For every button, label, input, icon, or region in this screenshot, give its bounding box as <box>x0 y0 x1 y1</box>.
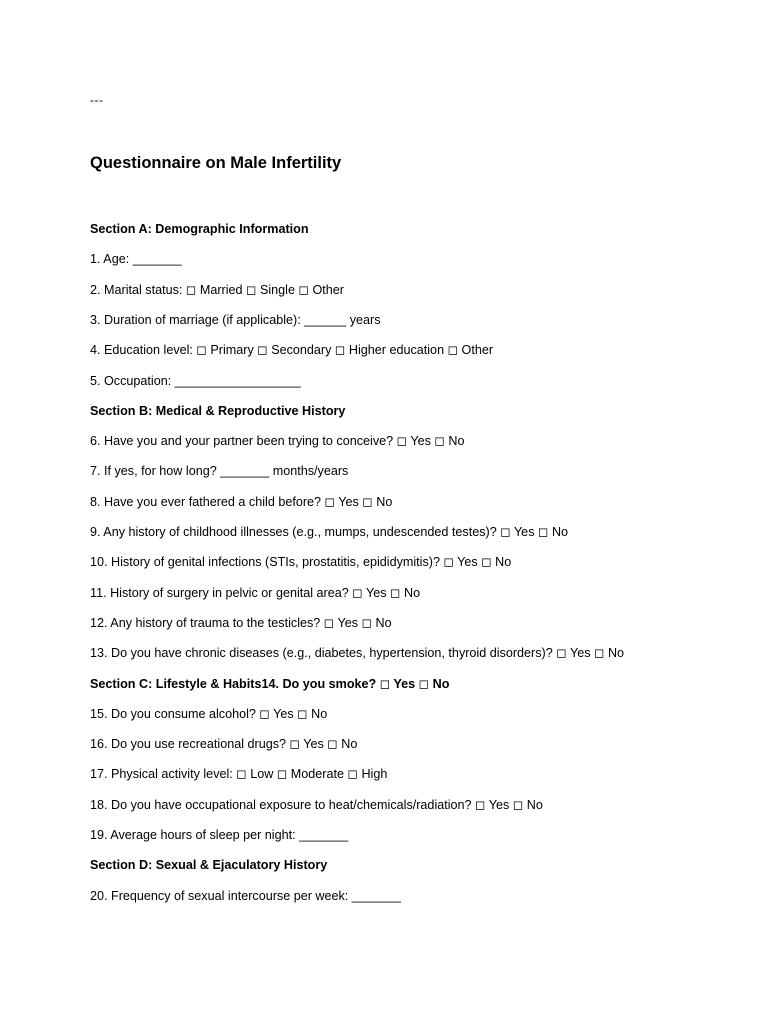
question-line: 10. History of genital infections (STIs, prostatitis, epididymitis)? ◻ Yes ◻ No <box>90 555 512 570</box>
separator: --- <box>90 93 104 107</box>
question-line: 2. Marital status: ◻ Married ◻ Single ◻ Other <box>90 282 344 297</box>
question-line: 9. Any history of childhood illnesses (e.g., mumps, undescended testes)? ◻ Yes ◻ No <box>90 525 569 539</box>
question-line: 8. Have you ever fathered a child before? ◻ Yes ◻ No <box>90 494 393 509</box>
document-title: Questionnaire on Male Infertility <box>90 154 342 172</box>
question-line: 17. Physical activity level: ◻ Low ◻ Moderate ◻ High <box>90 767 388 782</box>
question-line: 4. Education level: ◻ Primary ◻ Secondary ◻ Higher education ◻ Other <box>90 343 494 358</box>
question-line: 7. If yes, for how long? _______ months/years <box>90 464 349 479</box>
question-line: 16. Do you use recreational drugs? ◻ Yes ◻ No <box>90 737 358 752</box>
section-heading: Section B: Medical & Reproductive History <box>90 403 346 418</box>
question-line: 3. Duration of marriage (if applicable): ______ years <box>90 312 381 327</box>
question-line: 1. Age: _______ <box>90 252 182 267</box>
section-heading: Section D: Sexual & Ejaculatory History <box>90 858 328 873</box>
question-line: 20. Frequency of sexual intercourse per week: _______ <box>90 888 401 903</box>
question-line: 5. Occupation: __________________ <box>90 373 301 388</box>
section-heading: Section A: Demographic Information <box>90 222 309 236</box>
question-line: 11. History of surgery in pelvic or genital area? ◻ Yes ◻ No <box>90 585 421 600</box>
question-line: 19. Average hours of sleep per night: _______ <box>90 828 349 842</box>
question-line: 6. Have you and your partner been trying to conceive? ◻ Yes ◻ No <box>90 434 465 449</box>
question-line: 18. Do you have occupational exposure to heat/chemicals/radiation? ◻ Yes ◻ No <box>90 797 543 812</box>
section-heading: Section C: Lifestyle & Habits14. Do you smoke? ◻ Yes ◻ No <box>90 676 450 691</box>
question-line: 15. Do you consume alcohol? ◻ Yes ◻ No <box>90 706 328 721</box>
question-line: 13. Do you have chronic diseases (e.g., diabetes, hypertension, thyroid disorders)? ◻ Yes ◻ No <box>90 646 625 661</box>
question-line: 12. Any history of trauma to the testicles? ◻ Yes ◻ No <box>90 615 392 630</box>
